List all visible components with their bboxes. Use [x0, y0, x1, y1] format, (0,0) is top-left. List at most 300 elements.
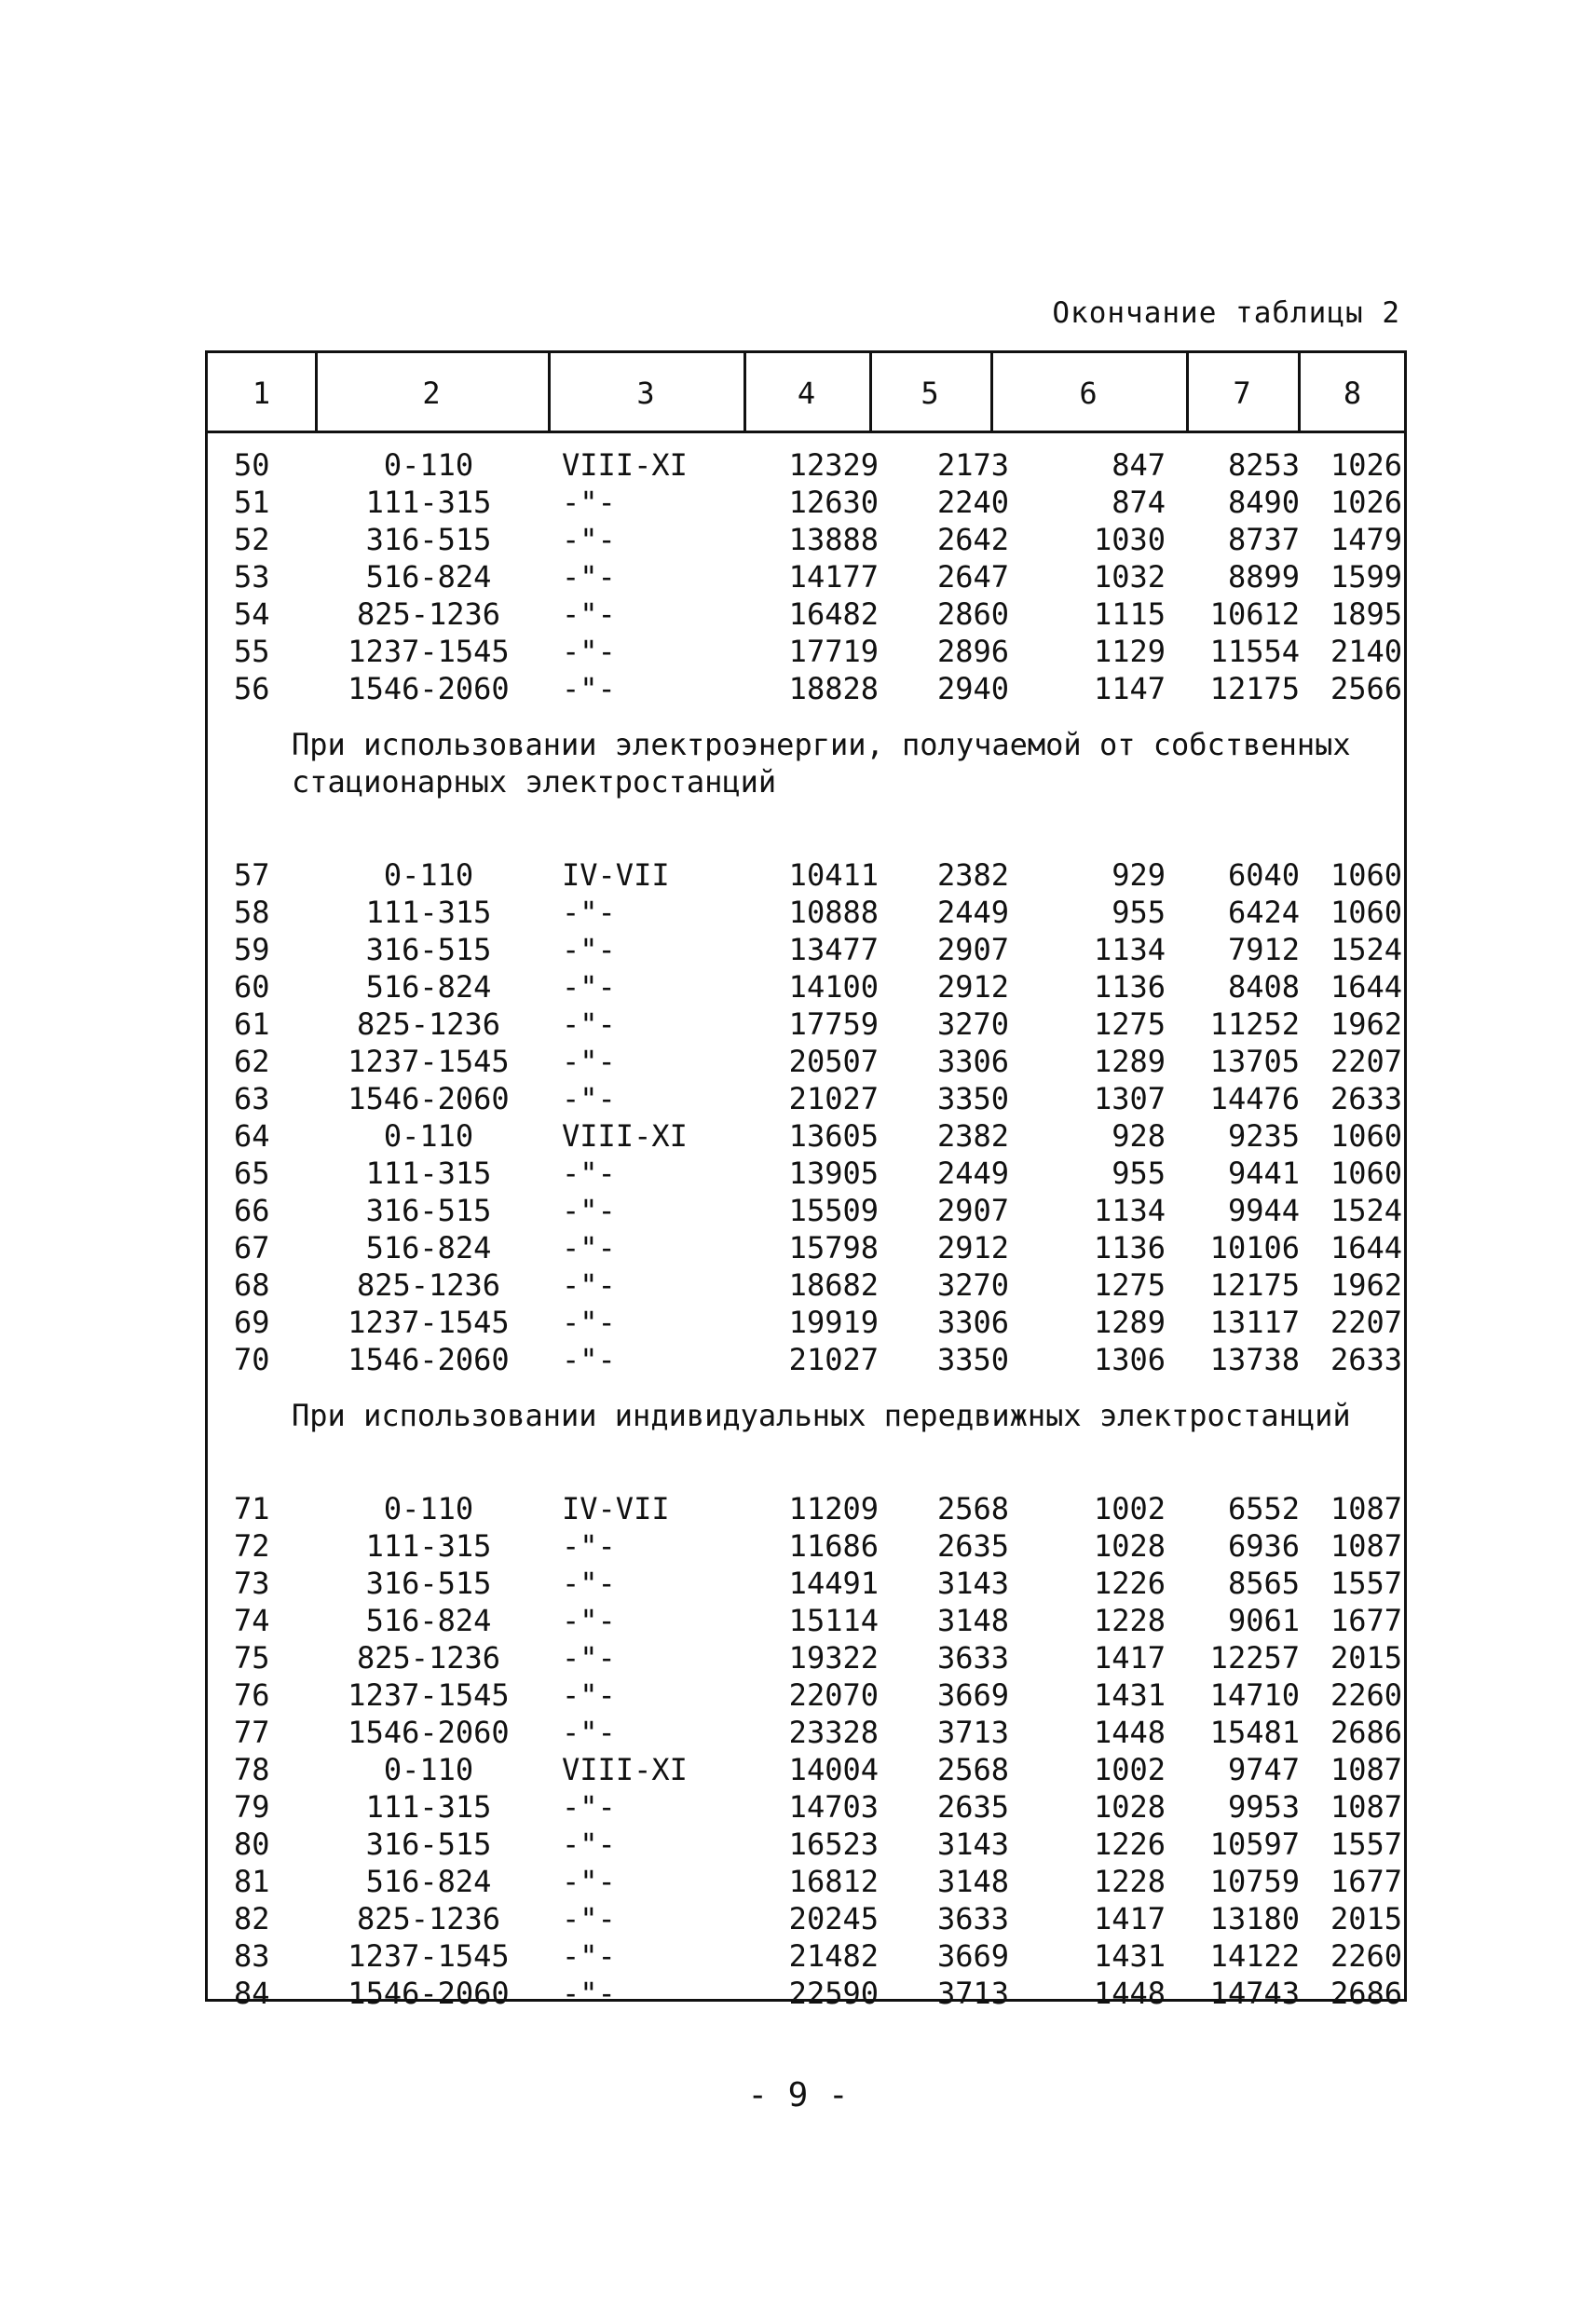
- table-cell: 73: [234, 1566, 270, 1601]
- table-cell: 1644: [1330, 1230, 1402, 1265]
- table-cell: 1599: [1330, 559, 1402, 595]
- table-cell: 1546-2060: [348, 671, 510, 706]
- table-cell: 2260: [1330, 1677, 1402, 1713]
- table-cell: -"-: [562, 1230, 616, 1265]
- table-cell: 1307: [1093, 1081, 1166, 1116]
- table-cell: 9944: [1227, 1193, 1300, 1228]
- table-cell: 3669: [936, 1938, 1009, 1974]
- table-cell: 1002: [1093, 1752, 1166, 1787]
- table-cell: 1524: [1330, 932, 1402, 967]
- table-cell: 516-824: [365, 1603, 492, 1638]
- table-cell: 0-110: [383, 447, 474, 483]
- table-cell: 1431: [1093, 1677, 1166, 1713]
- table-row: [208, 1341, 1404, 1378]
- table-cell: 14100: [788, 969, 879, 1005]
- table-cell: 2207: [1330, 1305, 1402, 1340]
- table-cell: 3633: [936, 1901, 1009, 1936]
- table-cell: 2686: [1330, 1715, 1402, 1750]
- table-cell: 1134: [1093, 932, 1166, 967]
- table-cell: 18682: [788, 1267, 879, 1303]
- table-cell: 1115: [1093, 596, 1166, 632]
- table-row: [208, 670, 1404, 707]
- table-cell: 8253: [1227, 447, 1300, 483]
- table-cell: 1677: [1330, 1864, 1402, 1899]
- table-cell: 1028: [1093, 1789, 1166, 1825]
- table-cell: 84: [234, 1976, 270, 2011]
- table-cell: -"-: [562, 634, 616, 669]
- table-cell: 14710: [1209, 1677, 1300, 1713]
- table-cell: -"-: [562, 1566, 616, 1601]
- table-cell: 1228: [1093, 1603, 1166, 1638]
- table-cell: 1557: [1330, 1566, 1402, 1601]
- table-cell: 3713: [936, 1976, 1009, 2011]
- table-cell: 2240: [936, 485, 1009, 520]
- table-cell: 874: [1112, 485, 1166, 520]
- table-cell: 17719: [788, 634, 879, 669]
- table-cell: 2860: [936, 596, 1009, 632]
- header-cell: 4: [797, 376, 816, 411]
- table-cell: 12329: [788, 447, 879, 483]
- table-cell: 17759: [788, 1006, 879, 1042]
- table-cell: VIII-XI: [562, 1118, 688, 1154]
- table-cell: 63: [234, 1081, 270, 1116]
- table-cell: 825-1236: [356, 1901, 501, 1936]
- table-cell: 1060: [1330, 857, 1402, 893]
- table-cell: 78: [234, 1752, 270, 1787]
- table-cell: 825-1236: [356, 1006, 501, 1042]
- table-cell: 14122: [1209, 1938, 1300, 1974]
- header-cell: 8: [1343, 376, 1362, 411]
- table-cell: 11209: [788, 1491, 879, 1526]
- table-cell: 21027: [788, 1342, 879, 1377]
- table-cell: VIII-XI: [562, 447, 688, 483]
- table-cell: 20507: [788, 1044, 879, 1079]
- table-cell: 516-824: [365, 1230, 492, 1265]
- table-cell: 2940: [936, 671, 1009, 706]
- table-cell: 3633: [936, 1640, 1009, 1676]
- table-row: [208, 595, 1404, 633]
- table-cell: 14177: [788, 559, 879, 595]
- table-cell: 2568: [936, 1491, 1009, 1526]
- table-cell: 825-1236: [356, 1267, 501, 1303]
- table-cell: 3270: [936, 1267, 1009, 1303]
- column-divider: [743, 353, 746, 433]
- table-cell: 72: [234, 1528, 270, 1564]
- table-cell: 52: [234, 522, 270, 557]
- table-row: [208, 558, 1404, 595]
- table-row: [208, 633, 1404, 670]
- table-cell: 62: [234, 1044, 270, 1079]
- table-cell: 1226: [1093, 1566, 1166, 1601]
- table-cell: 825-1236: [356, 596, 501, 632]
- table-row: [208, 1229, 1404, 1266]
- table-cell: -"-: [562, 1864, 616, 1899]
- table-cell: 74: [234, 1603, 270, 1638]
- header-cell: 5: [921, 376, 939, 411]
- table-row: [208, 1117, 1404, 1155]
- table-row: [208, 1826, 1404, 1863]
- table-cell: 50: [234, 447, 270, 483]
- table-cell: 76: [234, 1677, 270, 1713]
- table-cell: 2633: [1330, 1081, 1402, 1116]
- table-cell: 1417: [1093, 1640, 1166, 1676]
- table-cell: 1237-1545: [348, 1044, 510, 1079]
- table-cell: 80: [234, 1826, 270, 1862]
- table-cell: 66: [234, 1193, 270, 1228]
- table-cell: 825-1236: [356, 1640, 501, 1676]
- table-cell: 59: [234, 932, 270, 967]
- table-cell: -"-: [562, 1528, 616, 1564]
- table-cell: 22070: [788, 1677, 879, 1713]
- table-row: [208, 1266, 1404, 1304]
- table-cell: 1237-1545: [348, 1305, 510, 1340]
- table-cell: -"-: [562, 1677, 616, 1713]
- table-cell: VIII-XI: [562, 1752, 688, 1787]
- table-cell: 8899: [1227, 559, 1300, 595]
- table-cell: 2449: [936, 895, 1009, 930]
- table-cell: 68: [234, 1267, 270, 1303]
- table-cell: 1237-1545: [348, 1938, 510, 1974]
- table-cell: 10411: [788, 857, 879, 893]
- table-cell: 14004: [788, 1752, 879, 1787]
- table-cell: 9953: [1227, 1789, 1300, 1825]
- table-cell: 6936: [1227, 1528, 1300, 1564]
- table-row: [208, 1527, 1404, 1565]
- table-cell: 1546-2060: [348, 1976, 510, 2011]
- table-cell: -"-: [562, 1603, 616, 1638]
- table-row: [208, 1788, 1404, 1826]
- table-cell: 81: [234, 1864, 270, 1899]
- table-cell: -"-: [562, 1044, 616, 1079]
- table-cell: 71: [234, 1491, 270, 1526]
- table-cell: 929: [1112, 857, 1166, 893]
- table-cell: 79: [234, 1789, 270, 1825]
- column-divider: [548, 353, 551, 433]
- table-cell: 316-515: [365, 1826, 492, 1862]
- table-cell: 0-110: [383, 1752, 474, 1787]
- table-cell: 8737: [1227, 522, 1300, 557]
- table-cell: 8490: [1227, 485, 1300, 520]
- table-cell: 111-315: [365, 895, 492, 930]
- table-cell: 11252: [1209, 1006, 1300, 1042]
- table-cell: 3669: [936, 1677, 1009, 1713]
- table-cell: 2896: [936, 634, 1009, 669]
- table-cell: -"-: [562, 596, 616, 632]
- table-cell: 15114: [788, 1603, 879, 1638]
- table-cell: 11686: [788, 1528, 879, 1564]
- table-cell: 6424: [1227, 895, 1300, 930]
- table-header-row: [208, 353, 1404, 433]
- table-cell: 83: [234, 1938, 270, 1974]
- table-cell: 1060: [1330, 895, 1402, 930]
- table-cell: 1028: [1093, 1528, 1166, 1564]
- table-cell: 9441: [1227, 1156, 1300, 1191]
- table-cell: 51: [234, 485, 270, 520]
- table-cell: 9061: [1227, 1603, 1300, 1638]
- table-cell: 12175: [1209, 1267, 1300, 1303]
- table-cell: 1289: [1093, 1044, 1166, 1079]
- table-cell: 3148: [936, 1864, 1009, 1899]
- table-cell: 23328: [788, 1715, 879, 1750]
- table-cell: 0-110: [383, 1118, 474, 1154]
- table-cell: 58: [234, 895, 270, 930]
- table-cell: 0-110: [383, 857, 474, 893]
- table-cell: -"-: [562, 485, 616, 520]
- table-cell: 11554: [1209, 634, 1300, 669]
- table-cell: 55: [234, 634, 270, 669]
- table-cell: 316-515: [365, 932, 492, 967]
- table-cell: 2635: [936, 1528, 1009, 1564]
- table-row: [208, 1490, 1404, 1527]
- table-cell: 19919: [788, 1305, 879, 1340]
- table-cell: 1962: [1330, 1267, 1402, 1303]
- table-cell: 65: [234, 1156, 270, 1191]
- table-cell: 9235: [1227, 1118, 1300, 1154]
- table-cell: -"-: [562, 895, 616, 930]
- table-cell: 53: [234, 559, 270, 595]
- table-cell: 2912: [936, 969, 1009, 1005]
- table-cell: 1087: [1330, 1491, 1402, 1526]
- table-cell: 1134: [1093, 1193, 1166, 1228]
- table-cell: -"-: [562, 671, 616, 706]
- table-cell: 1237-1545: [348, 1677, 510, 1713]
- table-cell: -"-: [562, 559, 616, 595]
- table-row: [208, 446, 1404, 484]
- table-cell: 2207: [1330, 1044, 1402, 1079]
- table-cell: 1644: [1330, 969, 1402, 1005]
- table-cell: 56: [234, 671, 270, 706]
- table-cell: 2173: [936, 447, 1009, 483]
- table-cell: 316-515: [365, 522, 492, 557]
- table-cell: 16523: [788, 1826, 879, 1862]
- table-cell: 77: [234, 1715, 270, 1750]
- table-cell: 15509: [788, 1193, 879, 1228]
- table-cell: 2566: [1330, 671, 1402, 706]
- table-row: [208, 1975, 1404, 2012]
- table-cell: 67: [234, 1230, 270, 1265]
- table-cell: 2568: [936, 1752, 1009, 1787]
- table-cell: 3270: [936, 1006, 1009, 1042]
- table-cell: 1060: [1330, 1156, 1402, 1191]
- table-cell: 3350: [936, 1342, 1009, 1377]
- table-cell: 10106: [1209, 1230, 1300, 1265]
- table-row: [208, 1900, 1404, 1937]
- table-cell: 111-315: [365, 485, 492, 520]
- table-cell: 1226: [1093, 1826, 1166, 1862]
- table-cell: -"-: [562, 1081, 616, 1116]
- table-cell: 1962: [1330, 1006, 1402, 1042]
- table-cell: 70: [234, 1342, 270, 1377]
- table-cell: 2635: [936, 1789, 1009, 1825]
- table-cell: -"-: [562, 1901, 616, 1936]
- table-cell: 955: [1112, 895, 1166, 930]
- table-cell: 13738: [1209, 1342, 1300, 1377]
- column-divider: [315, 353, 318, 433]
- table-cell: 1087: [1330, 1789, 1402, 1825]
- table-cell: 1002: [1093, 1491, 1166, 1526]
- table-cell: 14743: [1209, 1976, 1300, 2011]
- table-cell: -"-: [562, 1342, 616, 1377]
- table-cell: -"-: [562, 1193, 616, 1228]
- table-row: [208, 1639, 1404, 1676]
- table-cell: 15798: [788, 1230, 879, 1265]
- table-row: [208, 968, 1404, 1006]
- table-cell: 1448: [1093, 1976, 1166, 2011]
- table-cell: 21482: [788, 1938, 879, 1974]
- table-cell: -"-: [562, 969, 616, 1005]
- table-cell: 2015: [1330, 1901, 1402, 1936]
- table-cell: 3143: [936, 1826, 1009, 1862]
- table-cell: 69: [234, 1305, 270, 1340]
- table-row: [208, 931, 1404, 968]
- table-cell: 1275: [1093, 1267, 1166, 1303]
- table-cell: 2642: [936, 522, 1009, 557]
- table-cell: 2686: [1330, 1976, 1402, 2011]
- table-cell: 0-110: [383, 1491, 474, 1526]
- table-cell: 1087: [1330, 1752, 1402, 1787]
- table-cell: 1417: [1093, 1901, 1166, 1936]
- table-cell: 3713: [936, 1715, 1009, 1750]
- table-cell: 516-824: [365, 969, 492, 1005]
- table-cell: 1032: [1093, 559, 1166, 595]
- table-caption: Окончание таблицы 2: [1052, 296, 1400, 330]
- table-cell: 3350: [936, 1081, 1009, 1116]
- section-heading: При использовании электроэнергии, получаемой от собственных стационарных электростанций: [292, 727, 1351, 800]
- table-cell: 2912: [936, 1230, 1009, 1265]
- table-cell: 19322: [788, 1640, 879, 1676]
- table-cell: 12630: [788, 485, 879, 520]
- table-cell: 13605: [788, 1118, 879, 1154]
- table-cell: 1306: [1093, 1342, 1166, 1377]
- table-cell: 14703: [788, 1789, 879, 1825]
- table-cell: 1147: [1093, 671, 1166, 706]
- header-cell: 6: [1079, 376, 1098, 411]
- table-cell: 64: [234, 1118, 270, 1154]
- table-row: [208, 1714, 1404, 1751]
- table-cell: 1546-2060: [348, 1342, 510, 1377]
- table-cell: 2260: [1330, 1938, 1402, 1974]
- table-cell: 316-515: [365, 1566, 492, 1601]
- table-cell: 21027: [788, 1081, 879, 1116]
- table-cell: -"-: [562, 1715, 616, 1750]
- table-row: [208, 521, 1404, 558]
- table-cell: 9747: [1227, 1752, 1300, 1787]
- table-cell: 1237-1545: [348, 634, 510, 669]
- table-cell: 1479: [1330, 522, 1402, 557]
- table-row: [208, 1192, 1404, 1229]
- table-cell: 111-315: [365, 1156, 492, 1191]
- table-cell: 14491: [788, 1566, 879, 1601]
- table-cell: 3306: [936, 1044, 1009, 1079]
- table-cell: -"-: [562, 1156, 616, 1191]
- table-row: [208, 1043, 1404, 1080]
- table-cell: 1136: [1093, 1230, 1166, 1265]
- table-row: [208, 1006, 1404, 1043]
- table-cell: 16482: [788, 596, 879, 632]
- table-cell: 1557: [1330, 1826, 1402, 1862]
- table-cell: 60: [234, 969, 270, 1005]
- column-divider: [1298, 353, 1301, 433]
- table-cell: 2449: [936, 1156, 1009, 1191]
- table-cell: IV-VII: [562, 857, 670, 893]
- table-cell: 1275: [1093, 1006, 1166, 1042]
- table-cell: 2382: [936, 1118, 1009, 1154]
- table-cell: 15481: [1209, 1715, 1300, 1750]
- table-row: [208, 1863, 1404, 1900]
- table-cell: 12175: [1209, 671, 1300, 706]
- column-divider: [1186, 353, 1189, 433]
- table-cell: 13477: [788, 932, 879, 967]
- table-cell: 1524: [1330, 1193, 1402, 1228]
- table-cell: 2647: [936, 559, 1009, 595]
- table-cell: -"-: [562, 1789, 616, 1825]
- table-cell: 316-515: [365, 1193, 492, 1228]
- table-cell: -"-: [562, 1640, 616, 1676]
- table-cell: 61: [234, 1006, 270, 1042]
- table-cell: -"-: [562, 1006, 616, 1042]
- table-cell: 10612: [1209, 596, 1300, 632]
- table-cell: 18828: [788, 671, 879, 706]
- table-cell: 516-824: [365, 559, 492, 595]
- table-row: [208, 1937, 1404, 1975]
- table-cell: 82: [234, 1901, 270, 1936]
- table-cell: 2907: [936, 1193, 1009, 1228]
- table-cell: 111-315: [365, 1789, 492, 1825]
- table-cell: -"-: [562, 932, 616, 967]
- table-cell: 6552: [1227, 1491, 1300, 1526]
- header-cell: 2: [422, 376, 441, 411]
- table-row: [208, 1155, 1404, 1192]
- data-table: [205, 350, 1407, 2011]
- table-cell: 6040: [1227, 857, 1300, 893]
- section-heading: При использовании индивидуальных передвижных электростанций: [292, 1398, 1351, 1433]
- table-cell: 1431: [1093, 1938, 1166, 1974]
- column-divider: [990, 353, 993, 433]
- table-cell: 2382: [936, 857, 1009, 893]
- table-row: [208, 484, 1404, 521]
- table-cell: 3306: [936, 1305, 1009, 1340]
- table-cell: 2633: [1330, 1342, 1402, 1377]
- table-row: [208, 1751, 1404, 1788]
- table-row: [208, 1304, 1404, 1341]
- table-row: [208, 1565, 1404, 1602]
- table-cell: 12257: [1209, 1640, 1300, 1676]
- table-cell: 8408: [1227, 969, 1300, 1005]
- table-cell: 1087: [1330, 1528, 1402, 1564]
- table-cell: 928: [1112, 1118, 1166, 1154]
- table-cell: 1546-2060: [348, 1715, 510, 1750]
- table-cell: 13705: [1209, 1044, 1300, 1079]
- table-cell: -"-: [562, 1305, 616, 1340]
- table-cell: -"-: [562, 1267, 616, 1303]
- table-cell: 516-824: [365, 1864, 492, 1899]
- table-cell: 3143: [936, 1566, 1009, 1601]
- table-cell: -"-: [562, 522, 616, 557]
- table-cell: 2015: [1330, 1640, 1402, 1676]
- table-row: [208, 1602, 1404, 1639]
- table-cell: 8565: [1227, 1566, 1300, 1601]
- table-row: [208, 894, 1404, 931]
- table-cell: 16812: [788, 1864, 879, 1899]
- table-cell: 1895: [1330, 596, 1402, 632]
- table-row: [208, 856, 1404, 894]
- table-row: [208, 1080, 1404, 1117]
- table-cell: 1546-2060: [348, 1081, 510, 1116]
- table-cell: 13180: [1209, 1901, 1300, 1936]
- table-cell: 1026: [1330, 447, 1402, 483]
- header-cell: 7: [1233, 376, 1251, 411]
- table-cell: 1129: [1093, 634, 1166, 669]
